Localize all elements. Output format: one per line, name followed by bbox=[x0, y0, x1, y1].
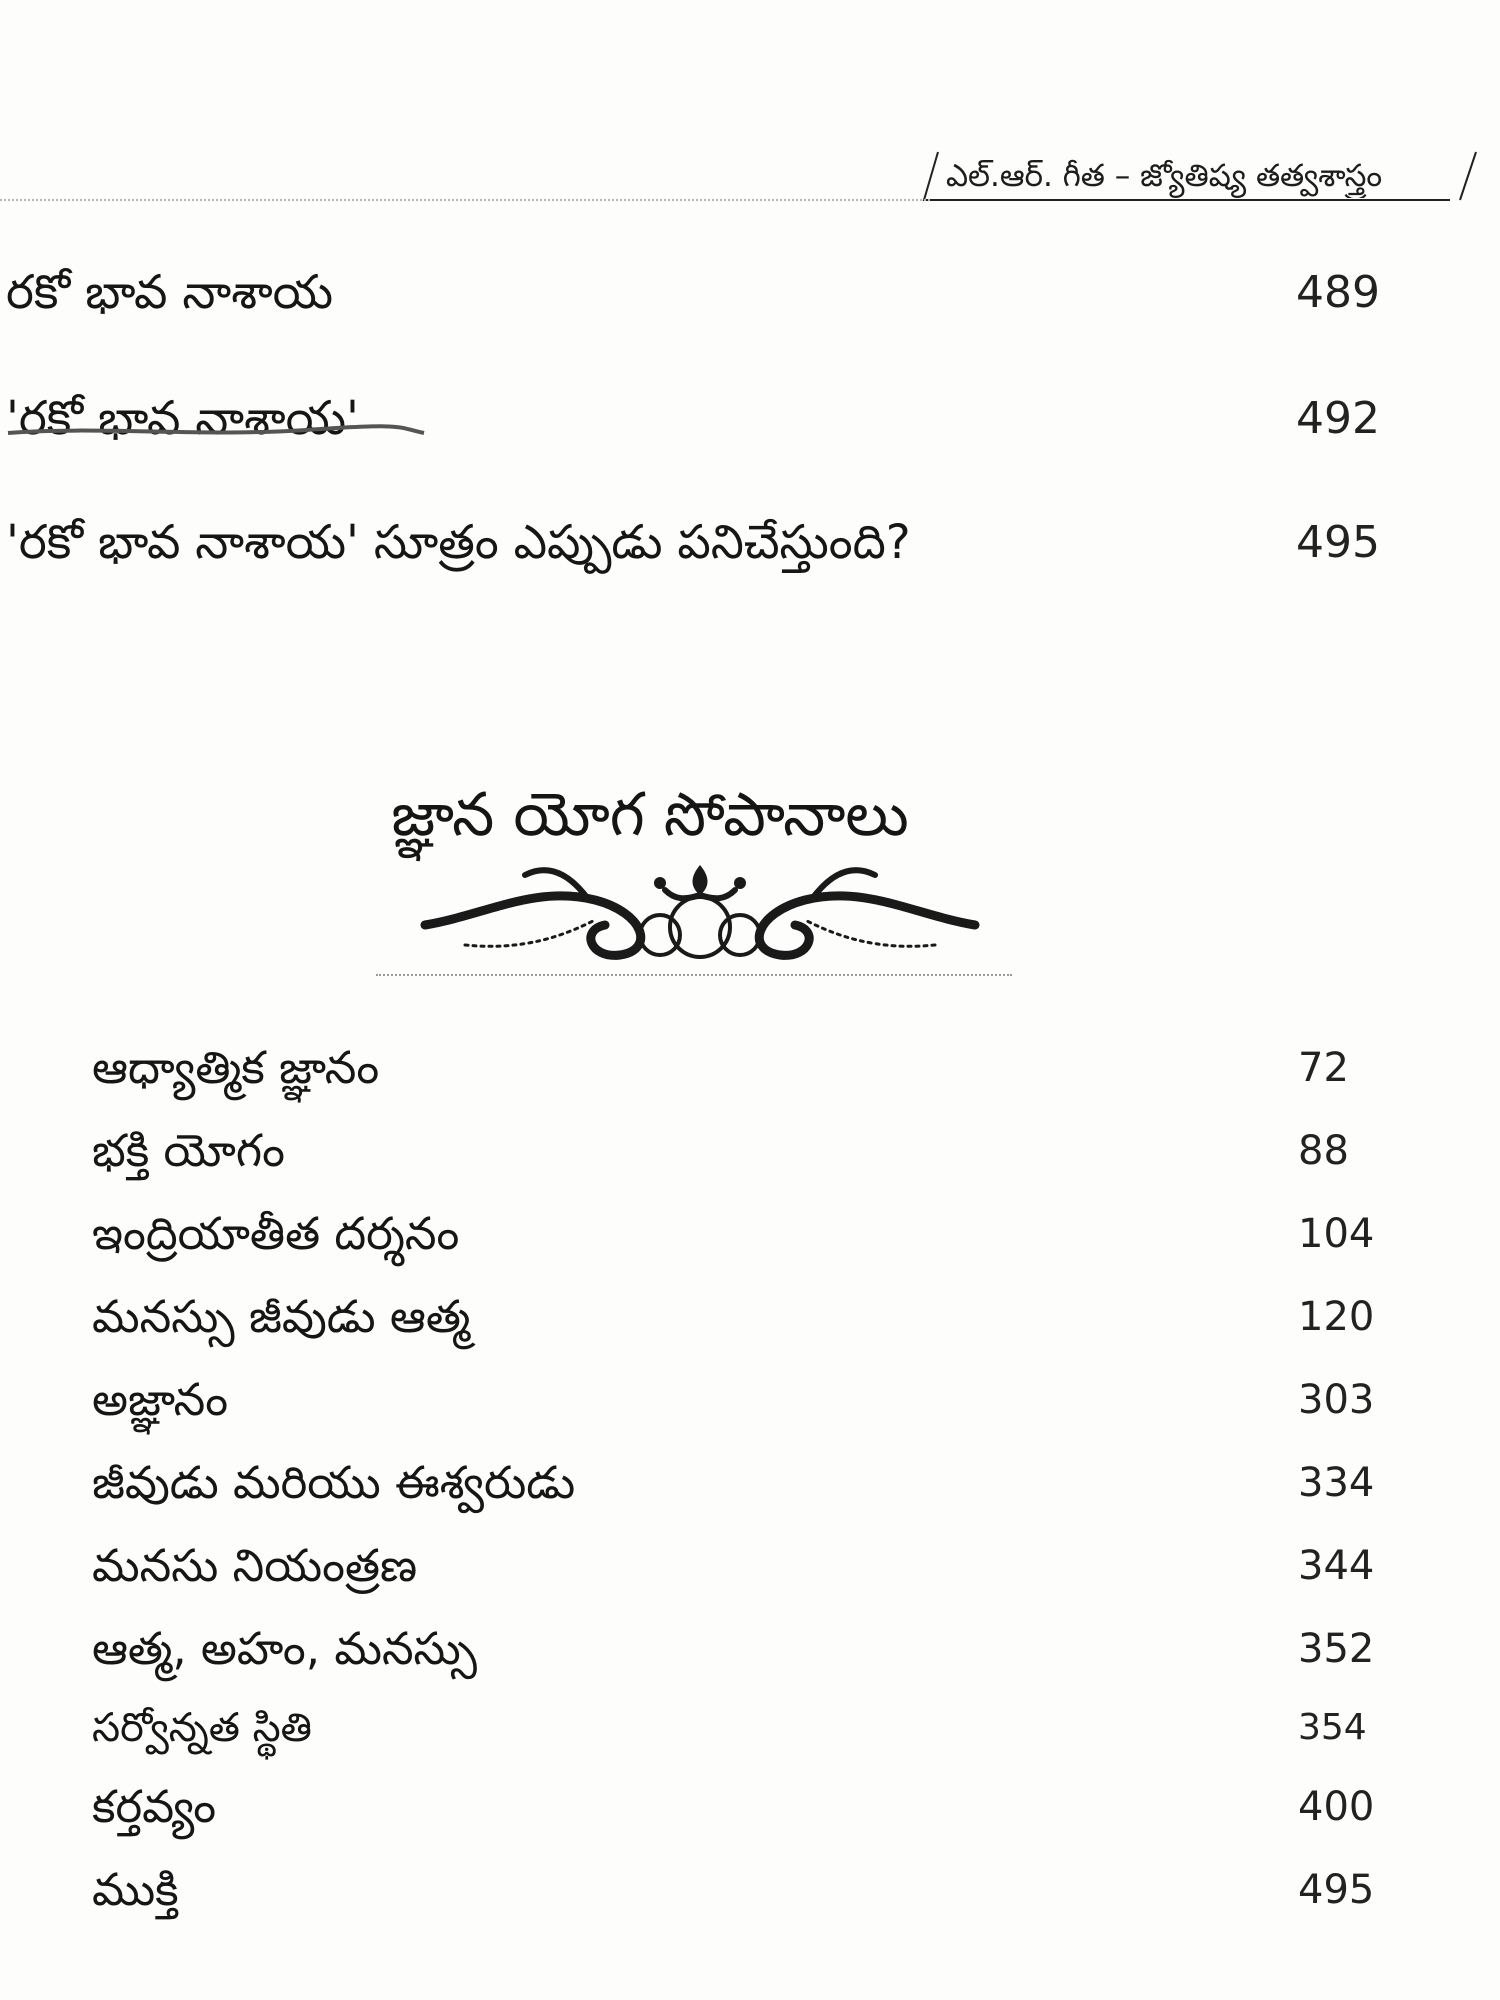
entry-page-number: 344 bbox=[1298, 1543, 1375, 1589]
toc-entry bbox=[0, 1111, 1500, 1191]
entry-page-number: 492 bbox=[1296, 393, 1380, 444]
entry-title: ఇంద్రియాతీత దర్శనం bbox=[92, 1207, 460, 1260]
toc-entry bbox=[0, 1767, 1500, 1847]
entry-page-number: 495 bbox=[1298, 1867, 1375, 1913]
strikethrough-mark bbox=[6, 424, 426, 438]
toc-entry bbox=[0, 1277, 1500, 1357]
ornament-rule bbox=[376, 974, 1012, 976]
entry-title: జీవుడు మరియు ఈశ్వరుడు bbox=[92, 1456, 576, 1509]
entry-page-number: 495 bbox=[1296, 517, 1380, 568]
entry-title: ఆధ్యాత్మిక జ్ఞానం bbox=[92, 1041, 380, 1094]
entry-page-number: 72 bbox=[1298, 1045, 1349, 1091]
entry-title: ముక్తి bbox=[92, 1863, 179, 1916]
toc-entry bbox=[0, 1194, 1500, 1274]
entry-page-number: 104 bbox=[1298, 1211, 1375, 1257]
entry-title: 'రకో భావ నాశాయ' సూత్రం ఎప్పుడు పనిచేస్తుంది? bbox=[6, 515, 911, 570]
entry-page-number: 489 bbox=[1296, 267, 1380, 318]
entry-title: సర్వోన్నత స్థితి bbox=[92, 1705, 312, 1751]
entry-title: కర్తవ్యం bbox=[92, 1780, 217, 1833]
continued-entry-struck bbox=[0, 384, 1500, 454]
entry-title: మనస్సు జీవుడు ఆత్మ bbox=[92, 1290, 471, 1343]
entry-page-number: 303 bbox=[1298, 1377, 1375, 1423]
entry-page-number: 352 bbox=[1298, 1626, 1375, 1672]
entry-page-number: 120 bbox=[1298, 1294, 1375, 1340]
entry-title: మనసు నియంత్రణ bbox=[92, 1539, 418, 1592]
header-rule bbox=[0, 199, 930, 201]
entry-title: రకో భావ నాశాయ bbox=[6, 265, 334, 320]
section-title: జ్ఞాన యోగ సోపానాలు bbox=[391, 780, 909, 850]
running-header-text: ఎల్.ఆర్. గీత – జ్యోతిష్య తత్వశాస్త్రం bbox=[946, 158, 1383, 194]
toc-entry bbox=[0, 1526, 1500, 1606]
entry-page-number: 334 bbox=[1298, 1460, 1375, 1506]
entry-title: భక్తి యోగం bbox=[92, 1124, 285, 1177]
entry-page-number: 400 bbox=[1298, 1784, 1375, 1830]
toc-entry bbox=[0, 1609, 1500, 1689]
toc-entry bbox=[0, 1688, 1500, 1768]
entry-page-number: 354 bbox=[1298, 1707, 1367, 1748]
entry-title: ఆత్మ, అహం, మనస్సు bbox=[92, 1622, 477, 1675]
toc-entry bbox=[0, 1850, 1500, 1930]
entry-title: 'రకో భావ నాశాయ' bbox=[6, 391, 359, 446]
toc-entry bbox=[0, 1443, 1500, 1523]
entry-page-number: 88 bbox=[1298, 1128, 1349, 1174]
entry-title: అజ్ఞానం bbox=[92, 1373, 229, 1426]
toc-entry bbox=[0, 1360, 1500, 1440]
continued-entry bbox=[0, 508, 1500, 578]
toc-entry bbox=[0, 1028, 1500, 1108]
continued-entry bbox=[0, 258, 1500, 328]
ornament-flourish-icon bbox=[405, 855, 995, 965]
running-header bbox=[920, 146, 1480, 204]
